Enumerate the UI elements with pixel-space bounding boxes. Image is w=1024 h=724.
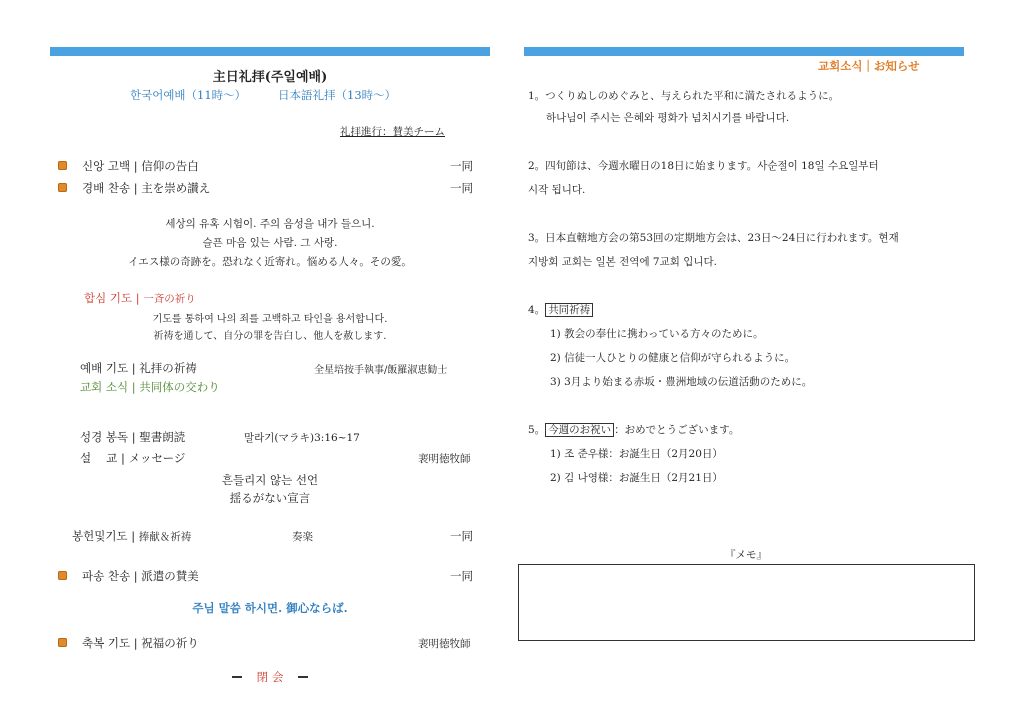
separator: | [133, 636, 138, 650]
bullet-icon [58, 571, 67, 580]
notice-4-item-2: 2) 信徒一人ひとりの健康と信仰が守られるように。 [550, 352, 796, 364]
item-worship-prayer-ja: 礼拝の祈祷 [139, 361, 197, 375]
notice-5-item-2: 2) 김 나영様：お誕生日（2月21日） [550, 472, 723, 484]
item-news-ja: 共同体の交わり [139, 380, 220, 394]
item-sermon-ja: メッセージ [128, 451, 186, 465]
closing-marker [200, 666, 340, 685]
right-top-bar [524, 47, 964, 56]
item-confession [82, 158, 199, 174]
item-reading-ja: 聖書朗読 [139, 430, 186, 444]
item-prayer-union [84, 290, 196, 306]
praise-lyrics-1: 세상의 유혹 시험이. 주의 음성을 내가 들으니. [165, 218, 375, 230]
memo-title: 『メモ』 [725, 549, 767, 561]
notice-4-prefix: 4。 [528, 304, 546, 316]
notice-5-prefix: 5。 [528, 424, 546, 436]
item-offering [72, 528, 191, 544]
news-header: 교회소식｜お知らせ [818, 59, 920, 73]
notice-2-line-2: 시작 됩니다. [528, 184, 586, 196]
bullet-icon [58, 183, 67, 192]
notice-4-item-3: 3) 3月より始まる赤坂・豊洲地域の伝道活動のために。 [550, 376, 813, 388]
separator: | [131, 361, 136, 375]
item-blessing-right: 裵明徳牧師 [418, 638, 471, 650]
item-sermon-right: 裵明徳牧師 [418, 453, 471, 465]
item-confession-ja: 信仰の告白 [141, 159, 199, 173]
sermon-title-ko: 흔들리지 않는 선언 [221, 473, 319, 487]
notice-2-line-1: 2。四旬節は、今週水曜日の18日に始まります。사순절이 18일 수요일부터 [528, 160, 879, 172]
memo-box[interactable] [518, 564, 975, 641]
item-offering-mid: 奏楽 [292, 531, 313, 543]
separator: | [131, 430, 136, 444]
dash-icon [298, 676, 308, 678]
item-sermon-ko: 설 교 [80, 451, 118, 465]
service-leader: 礼拝進行：賛美チーム [340, 126, 445, 138]
item-blessing-ko: 축복 기도 [82, 636, 131, 650]
item-confession-ko: 신앙 고백 [82, 159, 131, 173]
item-blessing-ja: 祝福の祈り [141, 636, 199, 650]
separator: | [121, 451, 125, 465]
item-prayer-union-ko: 합심 기도 [84, 291, 133, 305]
separator: | [131, 529, 136, 543]
prayer-text-1: 기도를 통하여 나의 죄를 고백하고 타인을 용서합니다. [152, 314, 388, 325]
item-praise-ja: 主を崇め讃え [141, 181, 211, 195]
sermon-title-ja: 揺るがない宣言 [229, 491, 311, 505]
prayer-text-2: 祈祷を通して、自分の罪を告白し、他人を赦します. [153, 331, 387, 342]
item-prayer-union-ja: 一斉の祈り [143, 293, 196, 305]
item-sending-right: 一同 [450, 569, 473, 583]
notice-3-line-1: 3。日本直轄地方会の第53回の定期地方会は、23日〜24日に行われます。현재 [528, 232, 899, 244]
closing-text: 閉 会 [256, 670, 284, 684]
bullet-icon [58, 161, 67, 170]
subtitle-japanese: 日本語礼拝（13時〜） [278, 88, 397, 102]
notice-4-heading [528, 302, 593, 317]
item-praise-ko: 경배 찬송 [82, 181, 131, 195]
notice-5-label: 今週のお祝い [545, 423, 614, 437]
subtitle-korean: 한국어예배（11時〜） [130, 88, 247, 102]
item-blessing [82, 635, 199, 651]
item-reading [80, 429, 185, 445]
left-top-bar [50, 47, 490, 56]
notice-1-line-1: 1。つくりぬしのめぐみと、与えられた平和に満たされるように。 [528, 90, 840, 102]
praise-lyrics-3: イエス様の奇跡を。恐れなく近寄れ。悩める人々。その愛。 [128, 256, 412, 268]
item-reading-ref: 말라기(マラキ)3:16~17 [244, 432, 360, 444]
separator: | [133, 181, 138, 195]
item-sending [82, 568, 199, 584]
service-title: 主日礼拝(주일예배) [212, 70, 328, 85]
notice-5-item-1: 1) 조 준우様：お誕生日（2月20日） [550, 448, 723, 460]
item-confession-right: 一同 [450, 159, 473, 173]
separator: | [135, 291, 140, 305]
praise-lyrics-2: 슬픈 마음 있는 사람. 그 사랑. [202, 237, 338, 249]
notice-3-line-2: 지방회 교회는 일본 전역에 7교회 입니다. [528, 256, 717, 268]
item-praise-right: 一同 [450, 181, 473, 195]
item-sermon [80, 450, 185, 466]
item-sending-ko: 파송 찬송 [82, 569, 131, 583]
item-offering-ja: 捧献＆祈祷 [138, 531, 192, 543]
item-sending-ja: 派遣の賛美 [141, 569, 199, 583]
item-news [80, 379, 220, 395]
notice-5-suffix: ：おめでとうございます。 [614, 424, 740, 436]
item-praise [82, 180, 210, 196]
closing-line: 주님 말씀 하시면. 御心ならば. [192, 601, 348, 615]
item-news-ko: 교회 소식 [80, 380, 129, 394]
separator: | [131, 380, 136, 394]
notice-1-line-2: 하나님이 주시는 은혜와 평화가 넘치시기를 바랍니다. [546, 112, 790, 124]
bullet-icon [58, 638, 67, 647]
item-offering-right: 一同 [450, 529, 473, 543]
notice-4-label: 共同祈祷 [545, 303, 593, 317]
item-offering-ko: 봉헌및기도 [72, 529, 128, 543]
item-reading-ko: 성경 봉독 [80, 430, 129, 444]
separator: | [133, 159, 138, 173]
dash-icon [232, 676, 242, 678]
item-worship-prayer [80, 360, 197, 376]
separator: | [133, 569, 138, 583]
item-worship-prayer-right: 全星培按手執事/飯羅淑恵勧士 [314, 365, 448, 376]
item-worship-prayer-ko: 예배 기도 [80, 361, 129, 375]
notice-4-item-1: 1) 教会の奉仕に携わっている方々のために。 [550, 328, 764, 340]
notice-5-heading [528, 422, 739, 437]
